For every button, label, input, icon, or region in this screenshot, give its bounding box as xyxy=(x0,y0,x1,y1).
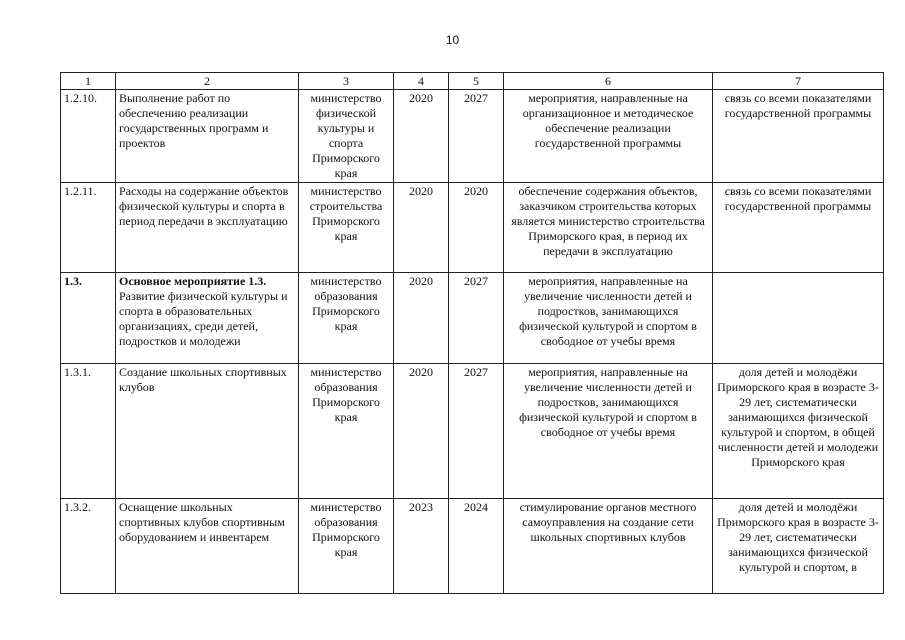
start-year: 2023 xyxy=(394,499,449,594)
header-col-2: 2 xyxy=(116,73,299,90)
start-year: 2020 xyxy=(394,183,449,273)
executor: министерство образования Приморского края xyxy=(299,273,394,364)
end-year: 2027 xyxy=(449,90,504,183)
end-year: 2027 xyxy=(449,364,504,499)
program-activities-table xyxy=(60,72,884,594)
activity-name: Выполнение работ по обеспечению реализации государственных программ и проектов xyxy=(116,90,299,183)
header-row xyxy=(61,73,884,90)
expected-result: обеспечение содержания объектов, заказчиком строительства которых является министерство строительства Приморского края, в период их передачи в эксплуатацию xyxy=(504,183,713,273)
expected-result: стимулирование органов местного самоуправления на создание сети школьных спортивных клубов xyxy=(504,499,713,594)
activity-name: Расходы на содержание объектов физической культуры и спорта в период передачи в эксплуатацию xyxy=(116,183,299,273)
expected-result: мероприятия, направленные на увеличение численности детей и подростков, занимающихся физической культурой и спортом в свободное от учебы время xyxy=(504,273,713,364)
start-year: 2020 xyxy=(394,90,449,183)
header-col-5: 5 xyxy=(449,73,504,90)
header-col-1: 1 xyxy=(61,73,116,90)
row-number: 1.2.10. xyxy=(61,90,116,183)
table-row xyxy=(61,183,884,273)
activity-name: Создание школьных спортивных клубов xyxy=(116,364,299,499)
header-col-6: 6 xyxy=(504,73,713,90)
row-number: 1.2.11. xyxy=(61,183,116,273)
main-activity-title: Основное мероприятие 1.3. xyxy=(119,274,267,288)
indicator-link: связь со всеми показателями государственной программы xyxy=(713,90,884,183)
activity-name-cell xyxy=(116,273,299,364)
indicator-link: доля детей и молодёжи Приморского края в возрасте 3-29 лет, систематически занимающихся физической культурой и спортом, в общей численности детей и молодежи Приморского края xyxy=(713,364,884,499)
executor: министерство образования Приморского края xyxy=(299,364,394,499)
start-year: 2020 xyxy=(394,364,449,499)
end-year: 2027 xyxy=(449,273,504,364)
header-col-7: 7 xyxy=(713,73,884,90)
expected-result: мероприятия, направленные на увеличение численности детей и подростков, занимающихся физической культурой и спортом в свободное от учебы время xyxy=(504,364,713,499)
table-row xyxy=(61,90,884,183)
executor: министерство строительства Приморского края xyxy=(299,183,394,273)
start-year: 2020 xyxy=(394,273,449,364)
row-number: 1.3.2. xyxy=(61,499,116,594)
table-row xyxy=(61,499,884,594)
end-year: 2020 xyxy=(449,183,504,273)
activity-name: Развитие физической культуры и спорта в образовательных организациях, среди детей, подростков и молодежи xyxy=(119,289,288,348)
indicator-link: доля детей и молодёжи Приморского края в возрасте 3-29 лет, систематически занимающихся физической культурой и спортом, в xyxy=(713,499,884,594)
indicator-link: связь со всеми показателями государственной программы xyxy=(713,183,884,273)
row-number: 1.3.1. xyxy=(61,364,116,499)
page-number: 10 xyxy=(445,33,460,47)
header-col-4: 4 xyxy=(394,73,449,90)
indicator-link xyxy=(713,273,884,364)
table-row xyxy=(61,273,884,364)
table-row xyxy=(61,364,884,499)
header-col-3: 3 xyxy=(299,73,394,90)
end-year: 2024 xyxy=(449,499,504,594)
executor: министерство образования Приморского края xyxy=(299,499,394,594)
activity-name: Оснащение школьных спортивных клубов спортивным оборудованием и инвентарем xyxy=(116,499,299,594)
expected-result: мероприятия, направленные на организационное и методическое обеспечение реализации государственной программы xyxy=(504,90,713,183)
executor: министерство физической культуры и спорта Приморского края xyxy=(299,90,394,183)
row-number: 1.3. xyxy=(61,273,116,364)
